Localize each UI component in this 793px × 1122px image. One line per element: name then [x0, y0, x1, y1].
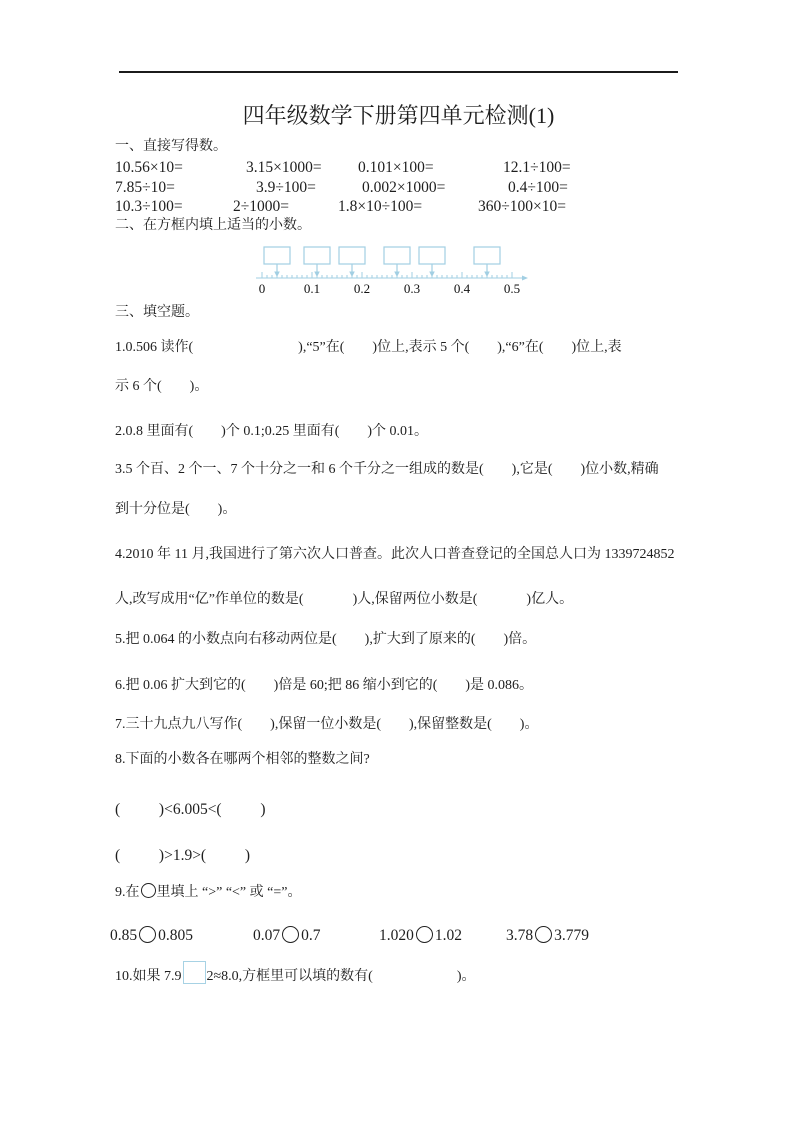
comparison-item-4: [506, 926, 589, 946]
numberline-answer-box: [474, 247, 500, 264]
equation-1-3: 0.101×100=: [358, 159, 434, 176]
equation-1-4: 12.1÷100=: [503, 159, 571, 176]
section-3-header: 三、填空题。: [115, 305, 199, 320]
section-2-header: 二、在方框内填上适当的小数。: [115, 218, 311, 233]
comparison-right: 0.7: [301, 927, 321, 944]
equation-3-3: 1.8×10÷100=: [338, 198, 423, 215]
question-9-suffix: 里填上 “>” “<” 或 “=”。: [156, 885, 302, 900]
equation-3-4: 360÷100×10=: [478, 198, 566, 215]
question-10-prefix: 10.如果 7.9: [115, 969, 182, 984]
comparison-right: 3.779: [554, 927, 589, 944]
question-3-line-1: 3.5 个百、2 个一、7 个十分之一和 6 个千分之一组成的数是( ),它是( )位小数,精确: [115, 462, 659, 477]
numberline-tick-label: 0: [258, 281, 266, 296]
question-9: [115, 883, 301, 903]
numberline-tick-label: 0.2: [353, 281, 371, 296]
question-4-line-1: 4.2010 年 11 月,我国进行了第六次人口普查。此次人口普查登记的全国总人口为 1339724852: [115, 547, 675, 562]
numberline-answer-box: [264, 247, 290, 264]
equation-1-2: 3.15×1000=: [246, 159, 322, 176]
numberline-tick-label: 0.5: [503, 281, 521, 296]
question-3-line-2: 到十分位是( )。: [115, 502, 237, 517]
equation-2-4: 0.4÷100=: [508, 179, 568, 196]
numberline-diagram: [252, 244, 532, 298]
page-title: 四年级数学下册第四单元检测(1): [242, 103, 555, 128]
numberline-answer-box: [419, 247, 445, 264]
question-6: 6.把 0.06 扩大到它的( )倍是 60;把 86 缩小到它的( )是 0.086。: [115, 678, 534, 693]
numberline-axis-arrow-icon: [522, 276, 528, 281]
comparison-item-2: [253, 926, 321, 946]
question-5: 5.把 0.064 的小数点向右移动两位是( ),扩大到了原来的( )倍。: [115, 632, 537, 647]
comparison-left: 0.85: [110, 927, 138, 944]
equation-3-2: 2÷1000=: [233, 198, 289, 215]
numberline-answer-box: [384, 247, 410, 264]
question-10: [115, 961, 476, 987]
question-4-line-2: 人,改写成用“亿”作单位的数是( )人,保留两位小数是( )亿人。: [115, 592, 574, 607]
question-8-answer-1: ( )<6.005<( ): [115, 801, 266, 818]
question-1-line-1: 1.0.506 读作( ),“5”在( )位上,表示 5 个( ),“6”在( )位上,表: [115, 340, 622, 355]
question-10-suffix: 2≈8.0,方框里可以填的数有( )。: [206, 969, 476, 984]
circle-placeholder-icon: [141, 883, 156, 898]
numberline-arrowhead-icon: [274, 272, 280, 278]
question-9-prefix: 9.在: [115, 885, 140, 900]
comparison-circle-icon: [416, 926, 433, 943]
comparison-item-1: [110, 926, 193, 946]
equation-2-1: 7.85÷10=: [115, 179, 175, 196]
equation-2-3: 0.002×1000=: [362, 179, 446, 196]
section-1-header: 一、直接写得数。: [115, 139, 227, 154]
comparison-circle-icon: [535, 926, 552, 943]
comparison-right: 0.805: [158, 927, 193, 944]
comparison-right: 1.02: [434, 927, 462, 944]
comparison-left: 0.07: [253, 927, 281, 944]
equation-3-1: 10.3÷100=: [115, 198, 183, 215]
blank-box: [183, 961, 206, 984]
comparison-circle-icon: [282, 926, 299, 943]
numberline-arrowhead-icon: [314, 272, 320, 278]
comparison-circle-icon: [139, 926, 156, 943]
question-7: 7.三十九点九八写作( ),保留一位小数是( ),保留整数是( )。: [115, 717, 539, 732]
equation-2-2: 3.9÷100=: [256, 179, 316, 196]
numberline-answer-box: [304, 247, 330, 264]
numberline-arrowhead-icon: [349, 272, 355, 278]
question-8: 8.下面的小数各在哪两个相邻的整数之间?: [115, 752, 370, 767]
numberline-arrowhead-icon: [394, 272, 400, 278]
equation-1-1: 10.56×10=: [115, 159, 183, 176]
numberline-tick-label: 0.1: [303, 281, 321, 296]
comparison-left: 3.78: [506, 927, 534, 944]
numberline-tick-label: 0.3: [403, 281, 421, 296]
numberline-answer-box: [339, 247, 365, 264]
numberline-arrowhead-icon: [429, 272, 435, 278]
question-1-line-2: 示 6 个( )。: [115, 379, 209, 394]
comparison-left: 1.020: [379, 927, 414, 944]
numberline-arrowhead-icon: [484, 272, 490, 278]
numberline-tick-label: 0.4: [453, 281, 471, 296]
question-8-answer-2: ( )>1.9>( ): [115, 847, 251, 864]
top-rule: [119, 71, 678, 73]
comparison-item-3: [379, 926, 462, 946]
numberline-svg: [252, 244, 532, 298]
question-2: 2.0.8 里面有( )个 0.1;0.25 里面有( )个 0.01。: [115, 424, 429, 439]
